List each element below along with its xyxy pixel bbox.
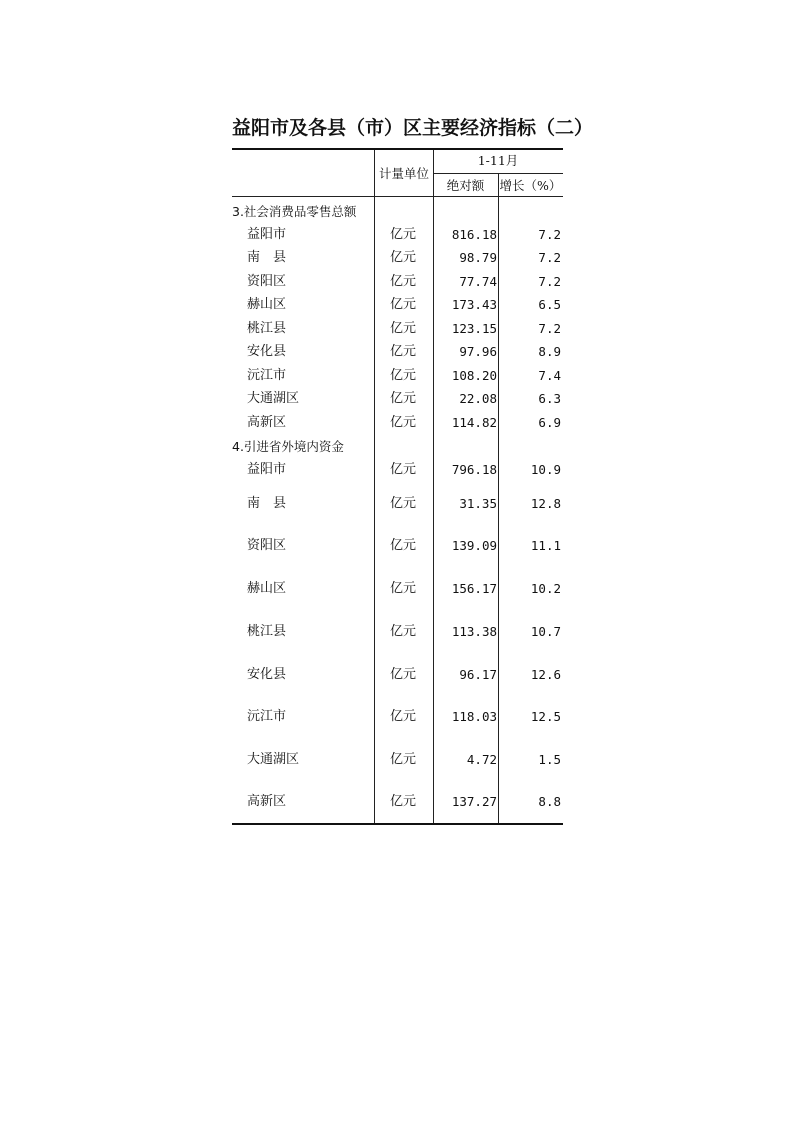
section-label: 3.社会消费品零售总额 — [232, 204, 357, 219]
row-unit: 亿元 — [390, 624, 417, 639]
header-period: 1-11月 — [477, 153, 519, 168]
row-unit: 亿元 — [390, 297, 417, 312]
row-value: 139.09 — [451, 538, 497, 553]
header-growth: 增长（%） — [499, 178, 562, 193]
row-name: 资阳区 — [247, 538, 287, 553]
row-value: 113.38 — [451, 624, 497, 639]
row-growth: 6.9 — [538, 415, 561, 430]
row-growth: 12.8 — [530, 496, 561, 511]
row-growth: 7.4 — [538, 368, 561, 383]
row-growth: 7.2 — [538, 250, 561, 265]
row-unit: 亿元 — [390, 344, 417, 359]
row-unit: 亿元 — [390, 581, 417, 596]
row-value: 137.27 — [451, 794, 497, 809]
row-name: 大通湖区 — [247, 391, 300, 406]
row-unit: 亿元 — [390, 321, 417, 336]
row-name: 赫山区 — [247, 581, 287, 596]
row-value: 98.79 — [459, 250, 497, 265]
row-name: 高新区 — [247, 794, 287, 809]
row-unit: 亿元 — [390, 250, 417, 265]
row-value: 816.18 — [451, 227, 497, 242]
row-growth: 10.2 — [530, 581, 561, 596]
row-name: 益阳市 — [247, 227, 287, 242]
row-unit: 亿元 — [390, 752, 417, 767]
row-unit: 亿元 — [390, 496, 417, 511]
row-name: 大通湖区 — [247, 752, 300, 767]
row-value: 77.74 — [459, 274, 497, 289]
row-growth: 6.5 — [538, 297, 561, 312]
row-growth: 7.2 — [538, 274, 561, 289]
row-name: 桃江县 — [247, 624, 287, 639]
row-growth: 12.5 — [530, 709, 561, 724]
row-name: 安化县 — [247, 344, 287, 359]
row-value: 97.96 — [459, 344, 497, 359]
row-value: 173.43 — [451, 297, 497, 312]
row-name: 桃江县 — [247, 321, 287, 336]
page-title: 益阳市及各县（市）区主要经济指标（二） — [232, 117, 594, 139]
row-growth: 6.3 — [538, 391, 561, 406]
row-value: 4.72 — [466, 752, 497, 767]
row-growth: 11.1 — [530, 538, 561, 553]
row-name: 益阳市 — [247, 462, 287, 477]
row-growth: 7.2 — [538, 321, 561, 336]
row-value: 114.82 — [451, 415, 497, 430]
row-value: 108.20 — [451, 368, 497, 383]
row-name: 南 县 — [247, 496, 287, 511]
row-name: 赫山区 — [247, 297, 287, 312]
row-unit: 亿元 — [390, 667, 417, 682]
row-unit: 亿元 — [390, 368, 417, 383]
row-unit: 亿元 — [390, 462, 417, 477]
row-unit: 亿元 — [390, 794, 417, 809]
table-bottom-rule — [232, 823, 563, 825]
row-growth: 8.8 — [538, 794, 561, 809]
column-divider-growth-left — [498, 173, 499, 824]
row-value: 118.03 — [451, 709, 497, 724]
row-value: 96.17 — [459, 667, 497, 682]
row-unit: 亿元 — [390, 391, 417, 406]
row-name: 高新区 — [247, 415, 287, 430]
row-growth: 10.7 — [530, 624, 561, 639]
header-absolute: 绝对额 — [446, 178, 485, 193]
column-divider-unit-left — [374, 150, 375, 824]
row-value: 22.08 — [459, 391, 497, 406]
row-unit: 亿元 — [390, 227, 417, 242]
row-unit: 亿元 — [390, 709, 417, 724]
row-unit: 亿元 — [390, 274, 417, 289]
header-period-underline — [433, 173, 563, 174]
row-unit: 亿元 — [390, 538, 417, 553]
row-growth: 7.2 — [538, 227, 561, 242]
row-name: 南 县 — [247, 250, 287, 265]
row-value: 796.18 — [451, 462, 497, 477]
row-name: 安化县 — [247, 667, 287, 682]
section-label: 4.引进省外境内资金 — [232, 439, 344, 454]
header-unit: 计量单位 — [379, 166, 430, 181]
row-unit: 亿元 — [390, 415, 417, 430]
row-value: 156.17 — [451, 581, 497, 596]
column-divider-unit-right — [433, 150, 434, 824]
row-growth: 10.9 — [530, 462, 561, 477]
row-growth: 8.9 — [538, 344, 561, 359]
header-bottom-rule — [232, 196, 563, 197]
row-value: 123.15 — [451, 321, 497, 336]
table-top-rule — [232, 148, 563, 150]
row-growth: 1.5 — [538, 752, 561, 767]
row-value: 31.35 — [459, 496, 497, 511]
row-growth: 12.6 — [530, 667, 561, 682]
row-name: 沅江市 — [247, 368, 287, 383]
row-name: 资阳区 — [247, 274, 287, 289]
row-name: 沅江市 — [247, 709, 287, 724]
